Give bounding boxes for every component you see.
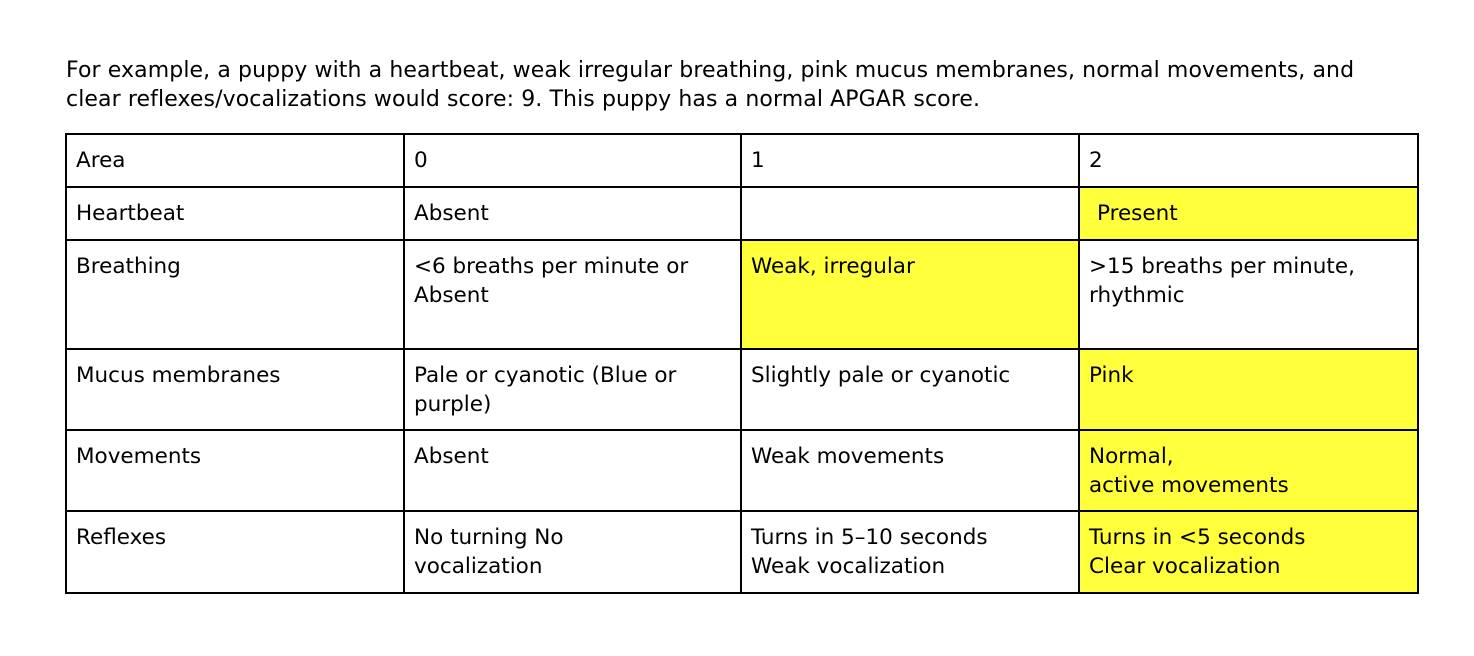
score-2-cell-highlighted: Turns in <5 seconds Clear vocalization — [1079, 511, 1418, 593]
table-row — [66, 511, 1418, 593]
score-2-cell-highlighted: Present — [1079, 187, 1418, 240]
header-cell-score-2: 2 — [1079, 134, 1418, 187]
score-0-cell: Absent — [404, 430, 741, 511]
score-0-cell: <6 breaths per minute or Absent — [404, 240, 741, 349]
score-1-cell: Slightly pale or cyanotic — [741, 349, 1079, 430]
header-cell-score-1: 1 — [741, 134, 1079, 187]
intro-line-2: clear reflexes/vocalizations would score: 9. This puppy has a normal APGAR score. — [66, 87, 981, 112]
header-cell-area: Area — [66, 134, 404, 187]
score-1-cell: Weak movements — [741, 430, 1079, 511]
score-0-cell: Pale or cyanotic (Blue or purple) — [404, 349, 741, 430]
table-row — [66, 187, 1418, 240]
table-row — [66, 349, 1418, 430]
header-cell-score-0: 0 — [404, 134, 741, 187]
score-1-cell — [741, 187, 1079, 240]
score-2-cell-highlighted: Normal, active movements — [1079, 430, 1418, 511]
area-cell: Heartbeat — [66, 187, 404, 240]
score-2-cell: >15 breaths per minute, rhythmic — [1079, 240, 1418, 349]
area-cell: Breathing — [66, 240, 404, 349]
apgar-score-table — [65, 133, 1419, 594]
area-cell: Movements — [66, 430, 404, 511]
table-row — [66, 430, 1418, 511]
score-0-cell: No turning No vocalization — [404, 511, 741, 593]
area-cell: Mucus membranes — [66, 349, 404, 430]
score-2-cell-highlighted: Pink — [1079, 349, 1418, 430]
table-row — [66, 240, 1418, 349]
area-cell: Reflexes — [66, 511, 404, 593]
score-1-cell: Turns in 5–10 seconds Weak vocalization — [741, 511, 1079, 593]
score-1-cell-highlighted: Weak, irregular — [741, 240, 1079, 349]
score-0-cell: Absent — [404, 187, 741, 240]
intro-line-1: For example, a puppy with a heartbeat, weak irregular breathing, pink mucus membranes, normal movements, and — [66, 58, 1355, 83]
intro-paragraph — [66, 56, 1426, 114]
table-header-row — [66, 134, 1418, 187]
